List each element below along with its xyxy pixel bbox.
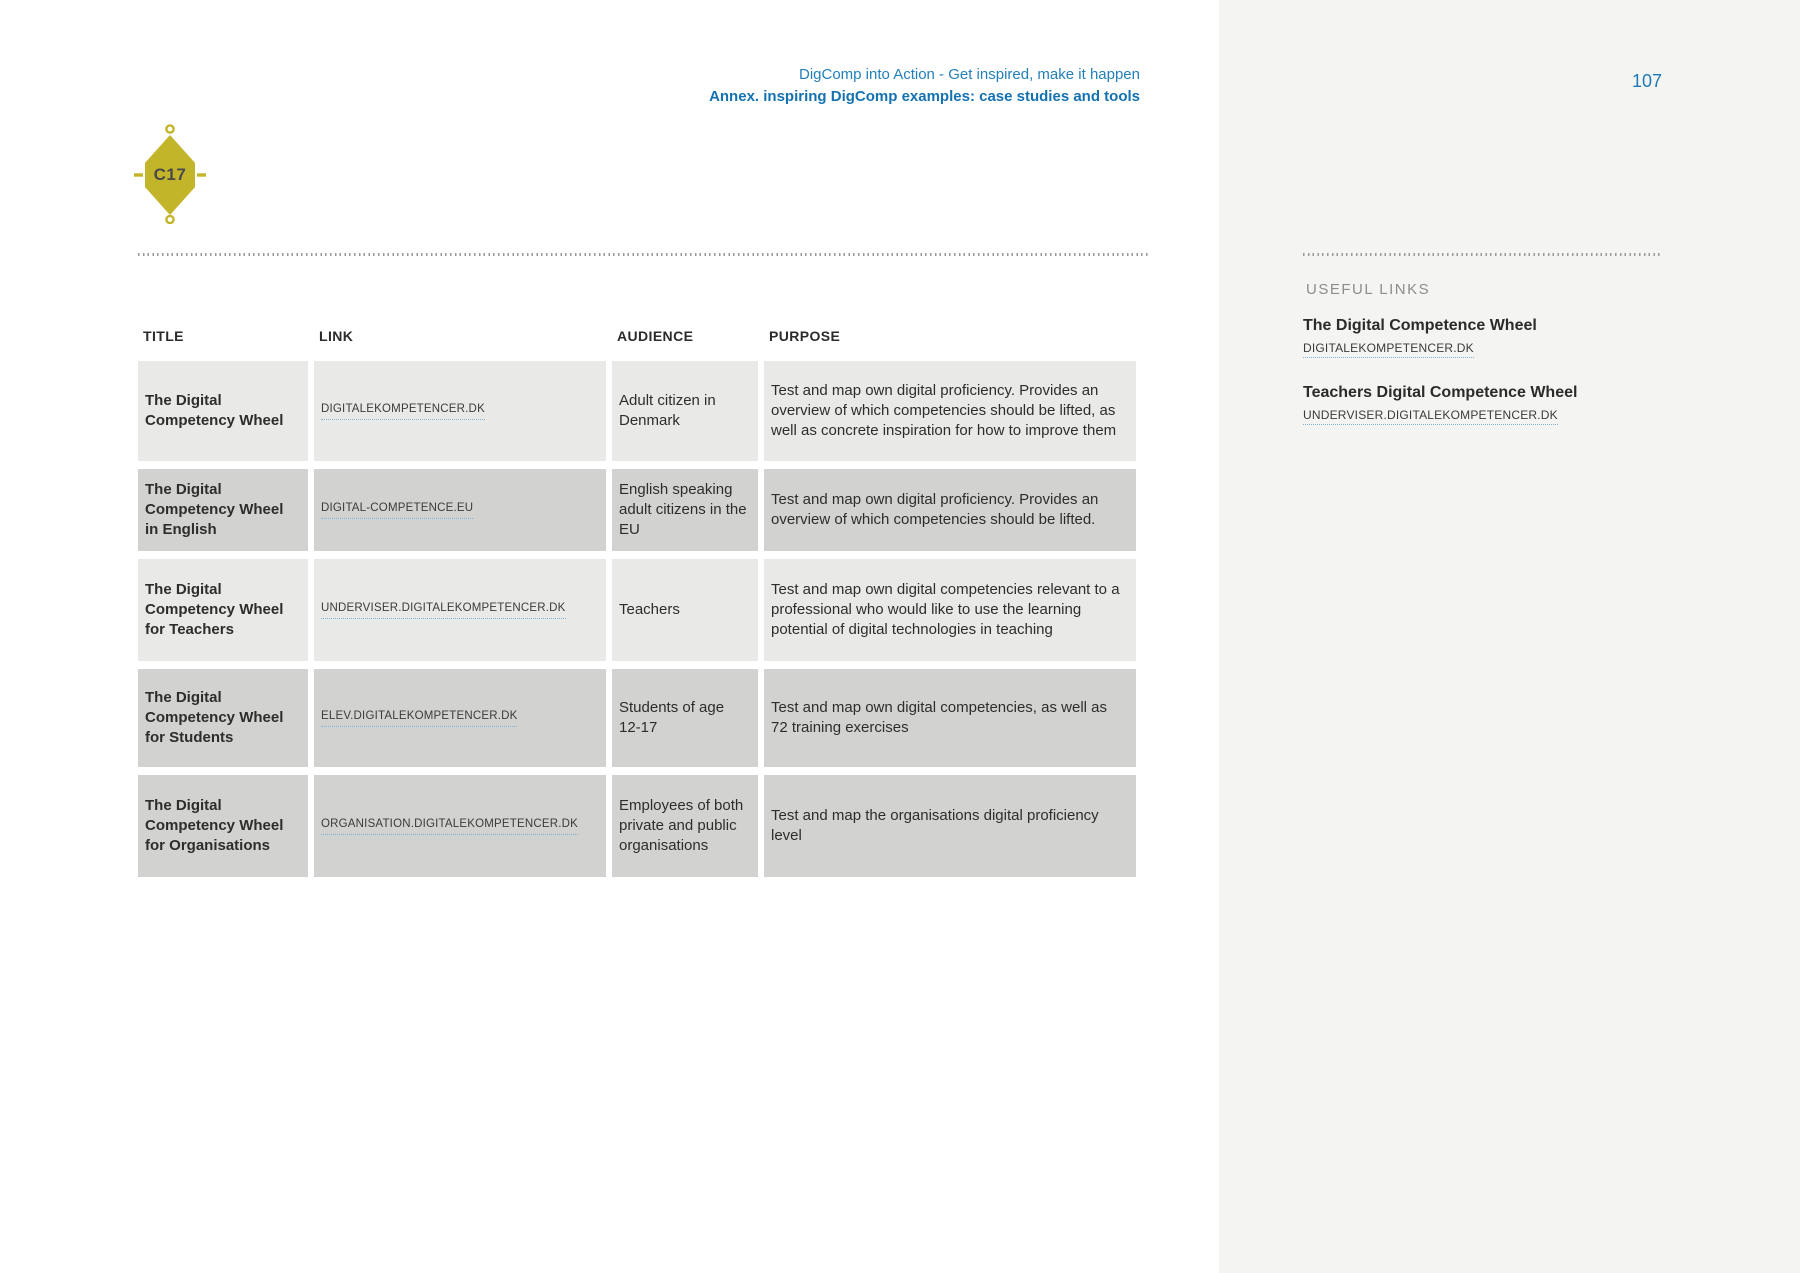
table-header-row bbox=[138, 328, 1136, 344]
column-header-title: TITLE bbox=[143, 328, 184, 344]
cell-purpose: Test and map own digital competencies, as well as 72 training exercises bbox=[764, 669, 1136, 767]
cell-audience: Adult citizen in Denmark bbox=[612, 361, 758, 461]
list-item bbox=[1303, 316, 1693, 358]
cell-purpose: Test and map own digital proficiency. Provides an overview of which competencies should be lifted. bbox=[764, 469, 1136, 551]
cell-link bbox=[314, 361, 606, 461]
useful-link-url[interactable]: DIGITALEKOMPETENCER.DK bbox=[1303, 341, 1474, 358]
link-url[interactable]: UNDERVISER.DIGITALEKOMPETENCER.DK bbox=[321, 601, 566, 620]
useful-link-label: The Digital Competence Wheel bbox=[1303, 317, 1537, 334]
page-number: 107 bbox=[1632, 71, 1663, 91]
useful-links-list bbox=[1303, 316, 1693, 425]
cell-link bbox=[314, 775, 606, 877]
table-row bbox=[138, 775, 1136, 877]
document-title: DigComp into Action - Get inspired, make it happen bbox=[798, 66, 1140, 83]
cell-audience: Employees of both private and public organisations bbox=[612, 775, 758, 877]
cell-title: The Digital Competency Wheel for Organisations bbox=[138, 775, 308, 877]
cell-audience: Students of age 12-17 bbox=[612, 669, 758, 767]
sidebar-panel bbox=[1219, 0, 1800, 1273]
cell-purpose: Test and map own digital competencies relevant to a professional who would like to use the learning potential of digital technologies in teaching bbox=[764, 559, 1136, 661]
cell-audience: English speaking adult citizens in the EU bbox=[612, 469, 758, 551]
list-item bbox=[1303, 383, 1693, 425]
table-row bbox=[138, 469, 1136, 551]
useful-link-url[interactable]: UNDERVISER.DIGITALEKOMPETENCER.DK bbox=[1303, 408, 1558, 425]
main-dotted-divider bbox=[138, 253, 1150, 256]
cell-link bbox=[314, 669, 606, 767]
badge-label: C17 bbox=[153, 165, 187, 184]
sidebar-dotted-divider bbox=[1303, 253, 1663, 256]
table-row bbox=[138, 669, 1136, 767]
cell-purpose: Test and map the organisations digital proficiency level bbox=[764, 775, 1136, 877]
case-study-badge bbox=[130, 124, 210, 224]
cell-purpose: Test and map own digital proficiency. Provides an overview of which competencies should be lifted, as well as concrete inspiration for how to improve them bbox=[764, 361, 1136, 461]
running-header bbox=[709, 64, 1140, 108]
cell-link bbox=[314, 559, 606, 661]
tools-table bbox=[138, 328, 1136, 885]
column-header-link: LINK bbox=[319, 328, 354, 344]
useful-links-heading: USEFUL LINKS bbox=[1306, 281, 1431, 298]
cell-title: The Digital Competency Wheel in English bbox=[138, 469, 308, 551]
column-header-audience: AUDIENCE bbox=[617, 328, 694, 344]
link-url[interactable]: DIGITALEKOMPETENCER.DK bbox=[321, 402, 485, 421]
cell-title: The Digital Competency Wheel bbox=[138, 361, 308, 461]
cell-title: The Digital Competency Wheel for Teachers bbox=[138, 559, 308, 661]
link-url[interactable]: ORGANISATION.DIGITALEKOMPETENCER.DK bbox=[321, 817, 578, 836]
chapter-title: Annex. inspiring DigComp examples: case studies and tools bbox=[709, 88, 1140, 105]
cell-title: The Digital Competency Wheel for Students bbox=[138, 669, 308, 767]
link-url[interactable]: ELEV.DIGITALEKOMPETENCER.DK bbox=[321, 709, 517, 728]
cell-link bbox=[314, 469, 606, 551]
table-row bbox=[138, 361, 1136, 461]
useful-link-label: Teachers Digital Competence Wheel bbox=[1303, 384, 1578, 401]
link-url[interactable]: DIGITAL-COMPETENCE.EU bbox=[321, 501, 473, 520]
column-header-purpose: PURPOSE bbox=[769, 328, 841, 344]
table-row bbox=[138, 559, 1136, 661]
cell-audience: Teachers bbox=[612, 559, 758, 661]
